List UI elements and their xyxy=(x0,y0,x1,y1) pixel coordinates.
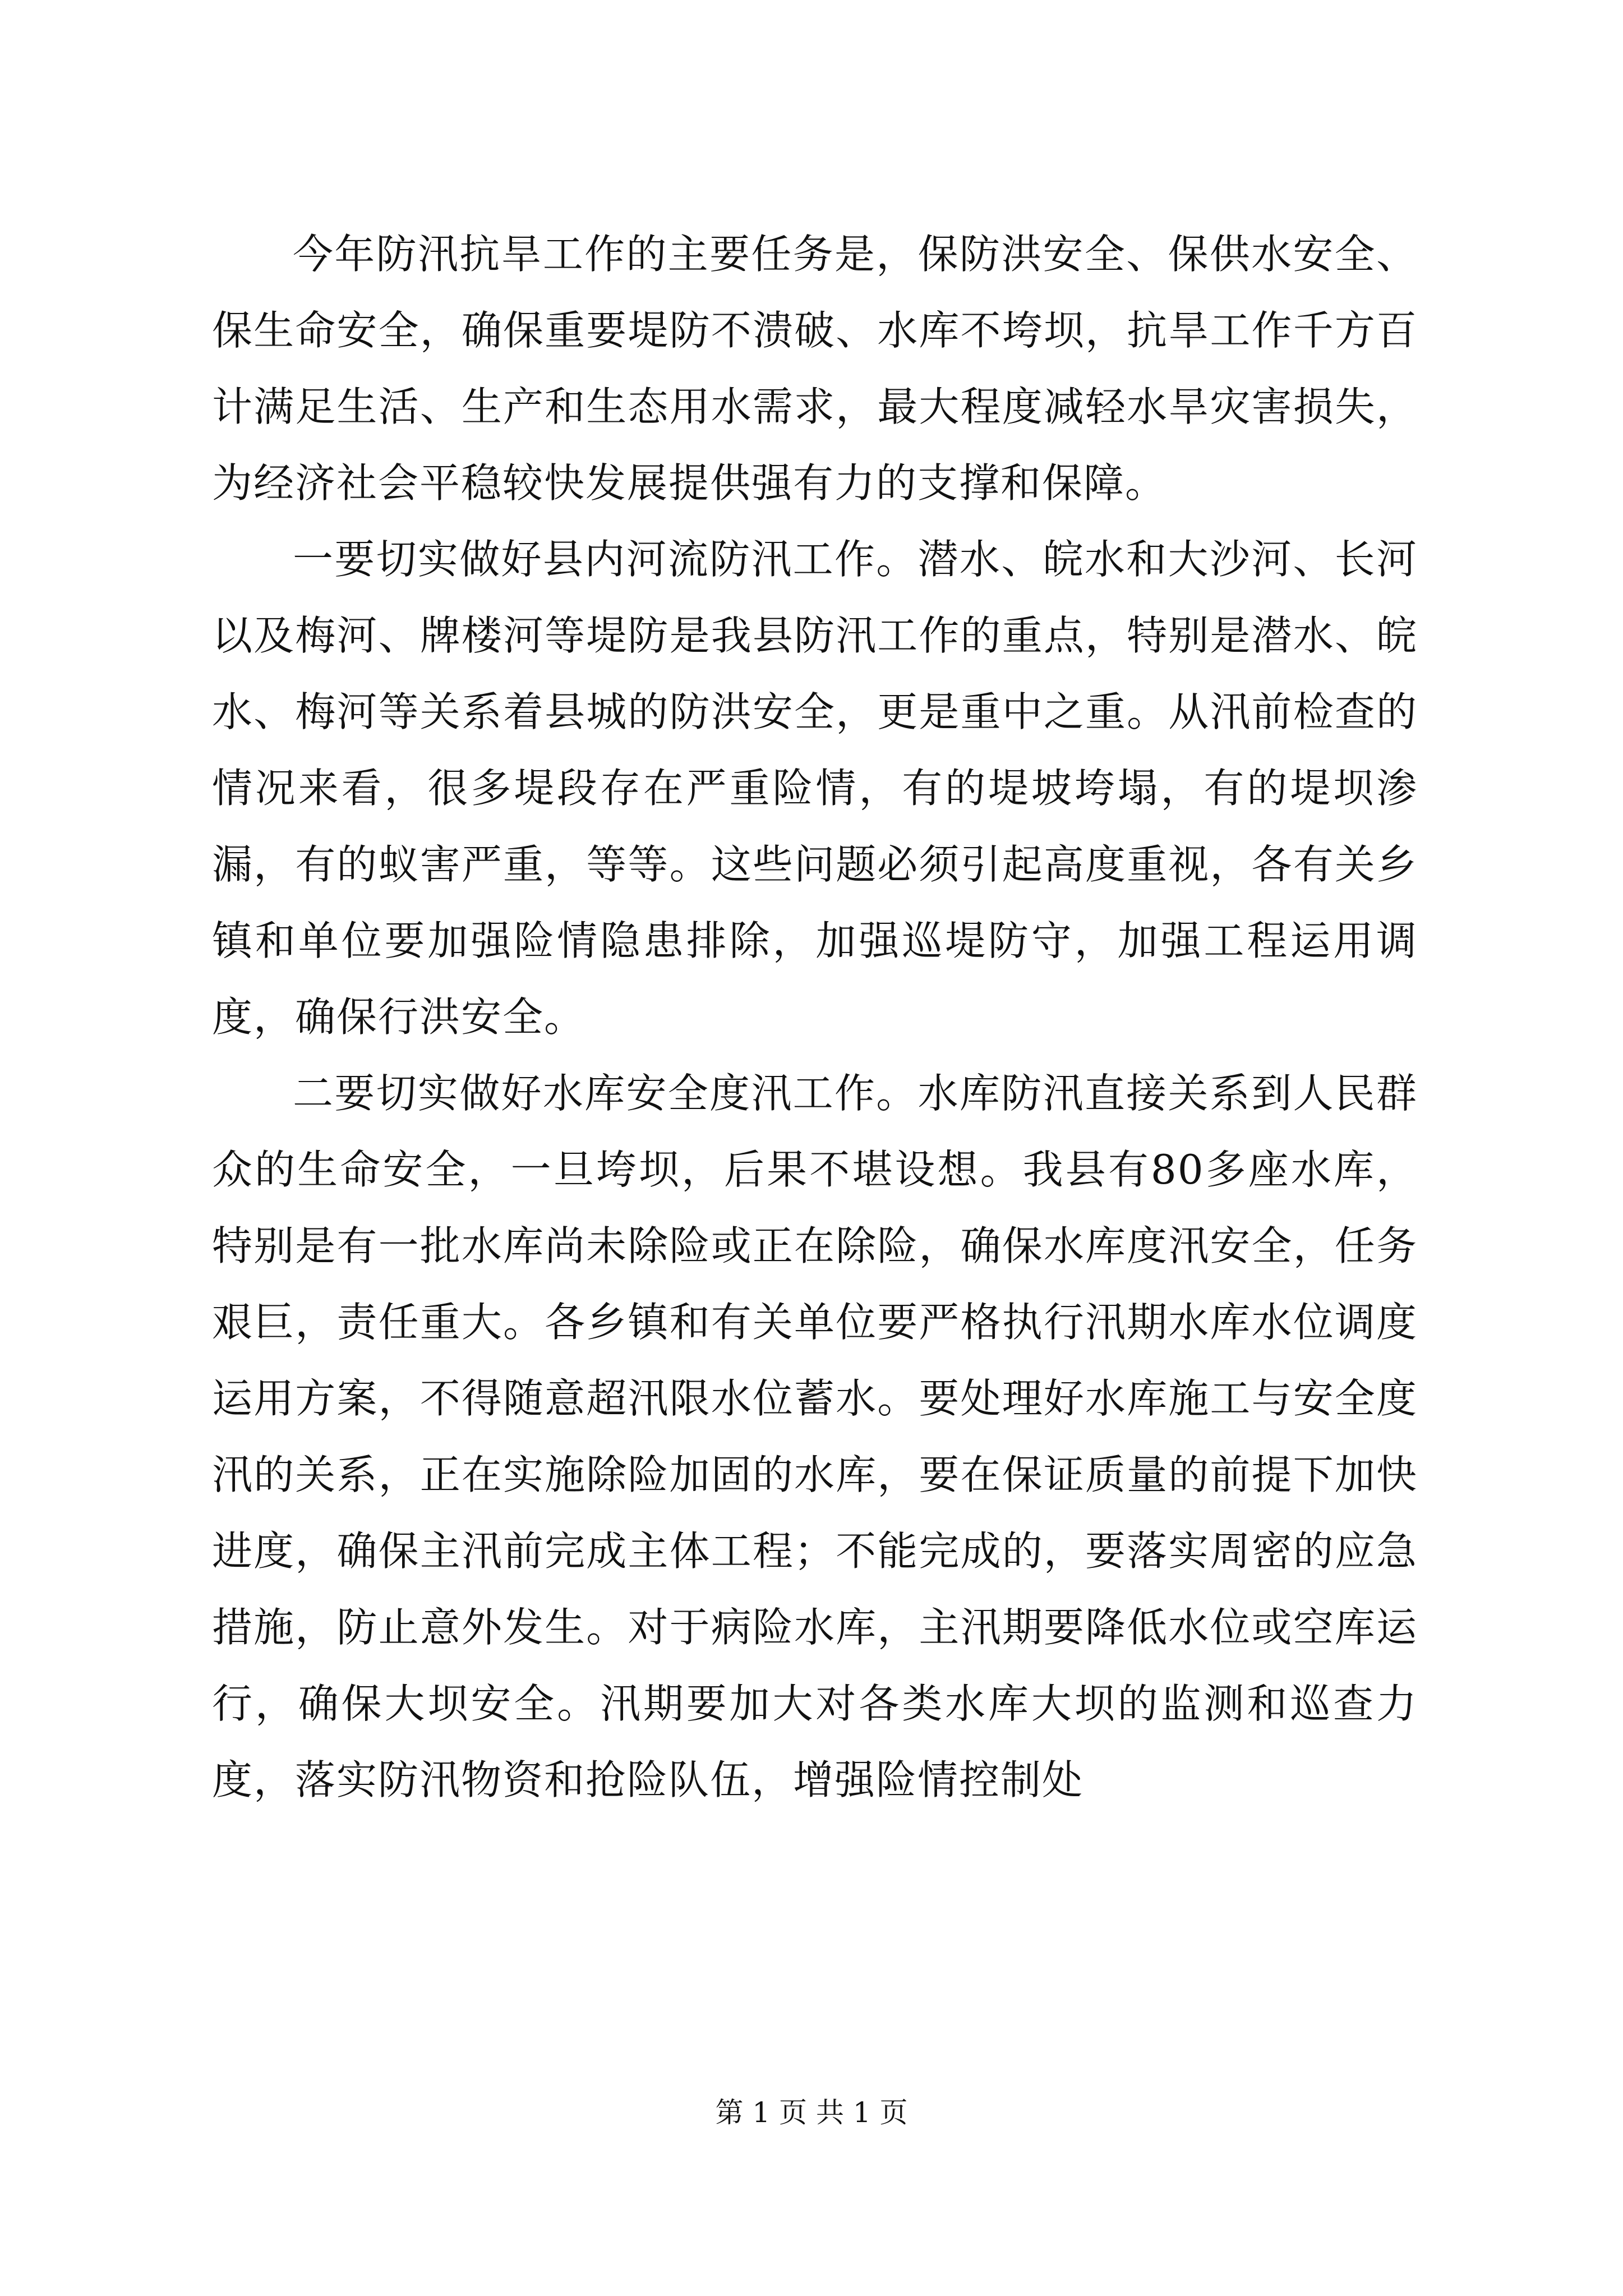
page-footer: 第 1 页 共 1 页 xyxy=(715,2096,908,2129)
paragraph-river-flood-control: 一要切实做好县内河流防汛工作。潜水、皖水和大沙河、长河以及梅河、牌楼河等堤防是我县防汛工作的重点，特别是潜水、皖水、梅河等关系着县城的防洪安全，更是重中之重。从汛前检查的情况来看，很多堤段存在严重险情，有的堤坡垮塌，有的堤坝渗漏，有的蚁害严重，等等。这些问题必须引起高度重视，各有关乡镇和单位要加强险情隐患排除，加强巡堤防守，加强工程运用调度，确保行洪安全。 xyxy=(212,536,1418,1041)
document-body xyxy=(212,216,1418,1818)
paragraph-reservoir-safety: 二要切实做好水库安全度汛工作。水库防汛直接关系到人民群众的生命安全，一旦垮坝，后果不堪设想。我县有80多座水库，特别是有一批水库尚未除险或正在除险，确保水库度汛安全，任务艰巨，责任重大。各乡镇和有关单位要严格执行汛期水库水位调度运用方案，不得随意超汛限水位蓄水。要处理好水库施工与安全度汛的关系，正在实施除险加固的水库，要在保证质量的前提下加快进度，确保主汛前完成主体工程；不能完成的，要落实周密的应急措施，防止意外发生。对于病险水库，主汛期要降低水位或空库运行，确保大坝安全。汛期要加大对各类水库大坝的监测和巡查力度，落实防汛物资和抢险队伍，增强险情控制处 xyxy=(212,1070,1418,1803)
paragraph-main-tasks: 今年防汛抗旱工作的主要任务是，保防洪安全、保供水安全、保生命安全，确保重要堤防不溃破、水库不垮坝，抗旱工作千方百计满足生活、生产和生态用水需求，最大程度减轻水旱灾害损失，为经济社会平稳较快发展提供强有力的支撑和保障。 xyxy=(212,231,1418,507)
